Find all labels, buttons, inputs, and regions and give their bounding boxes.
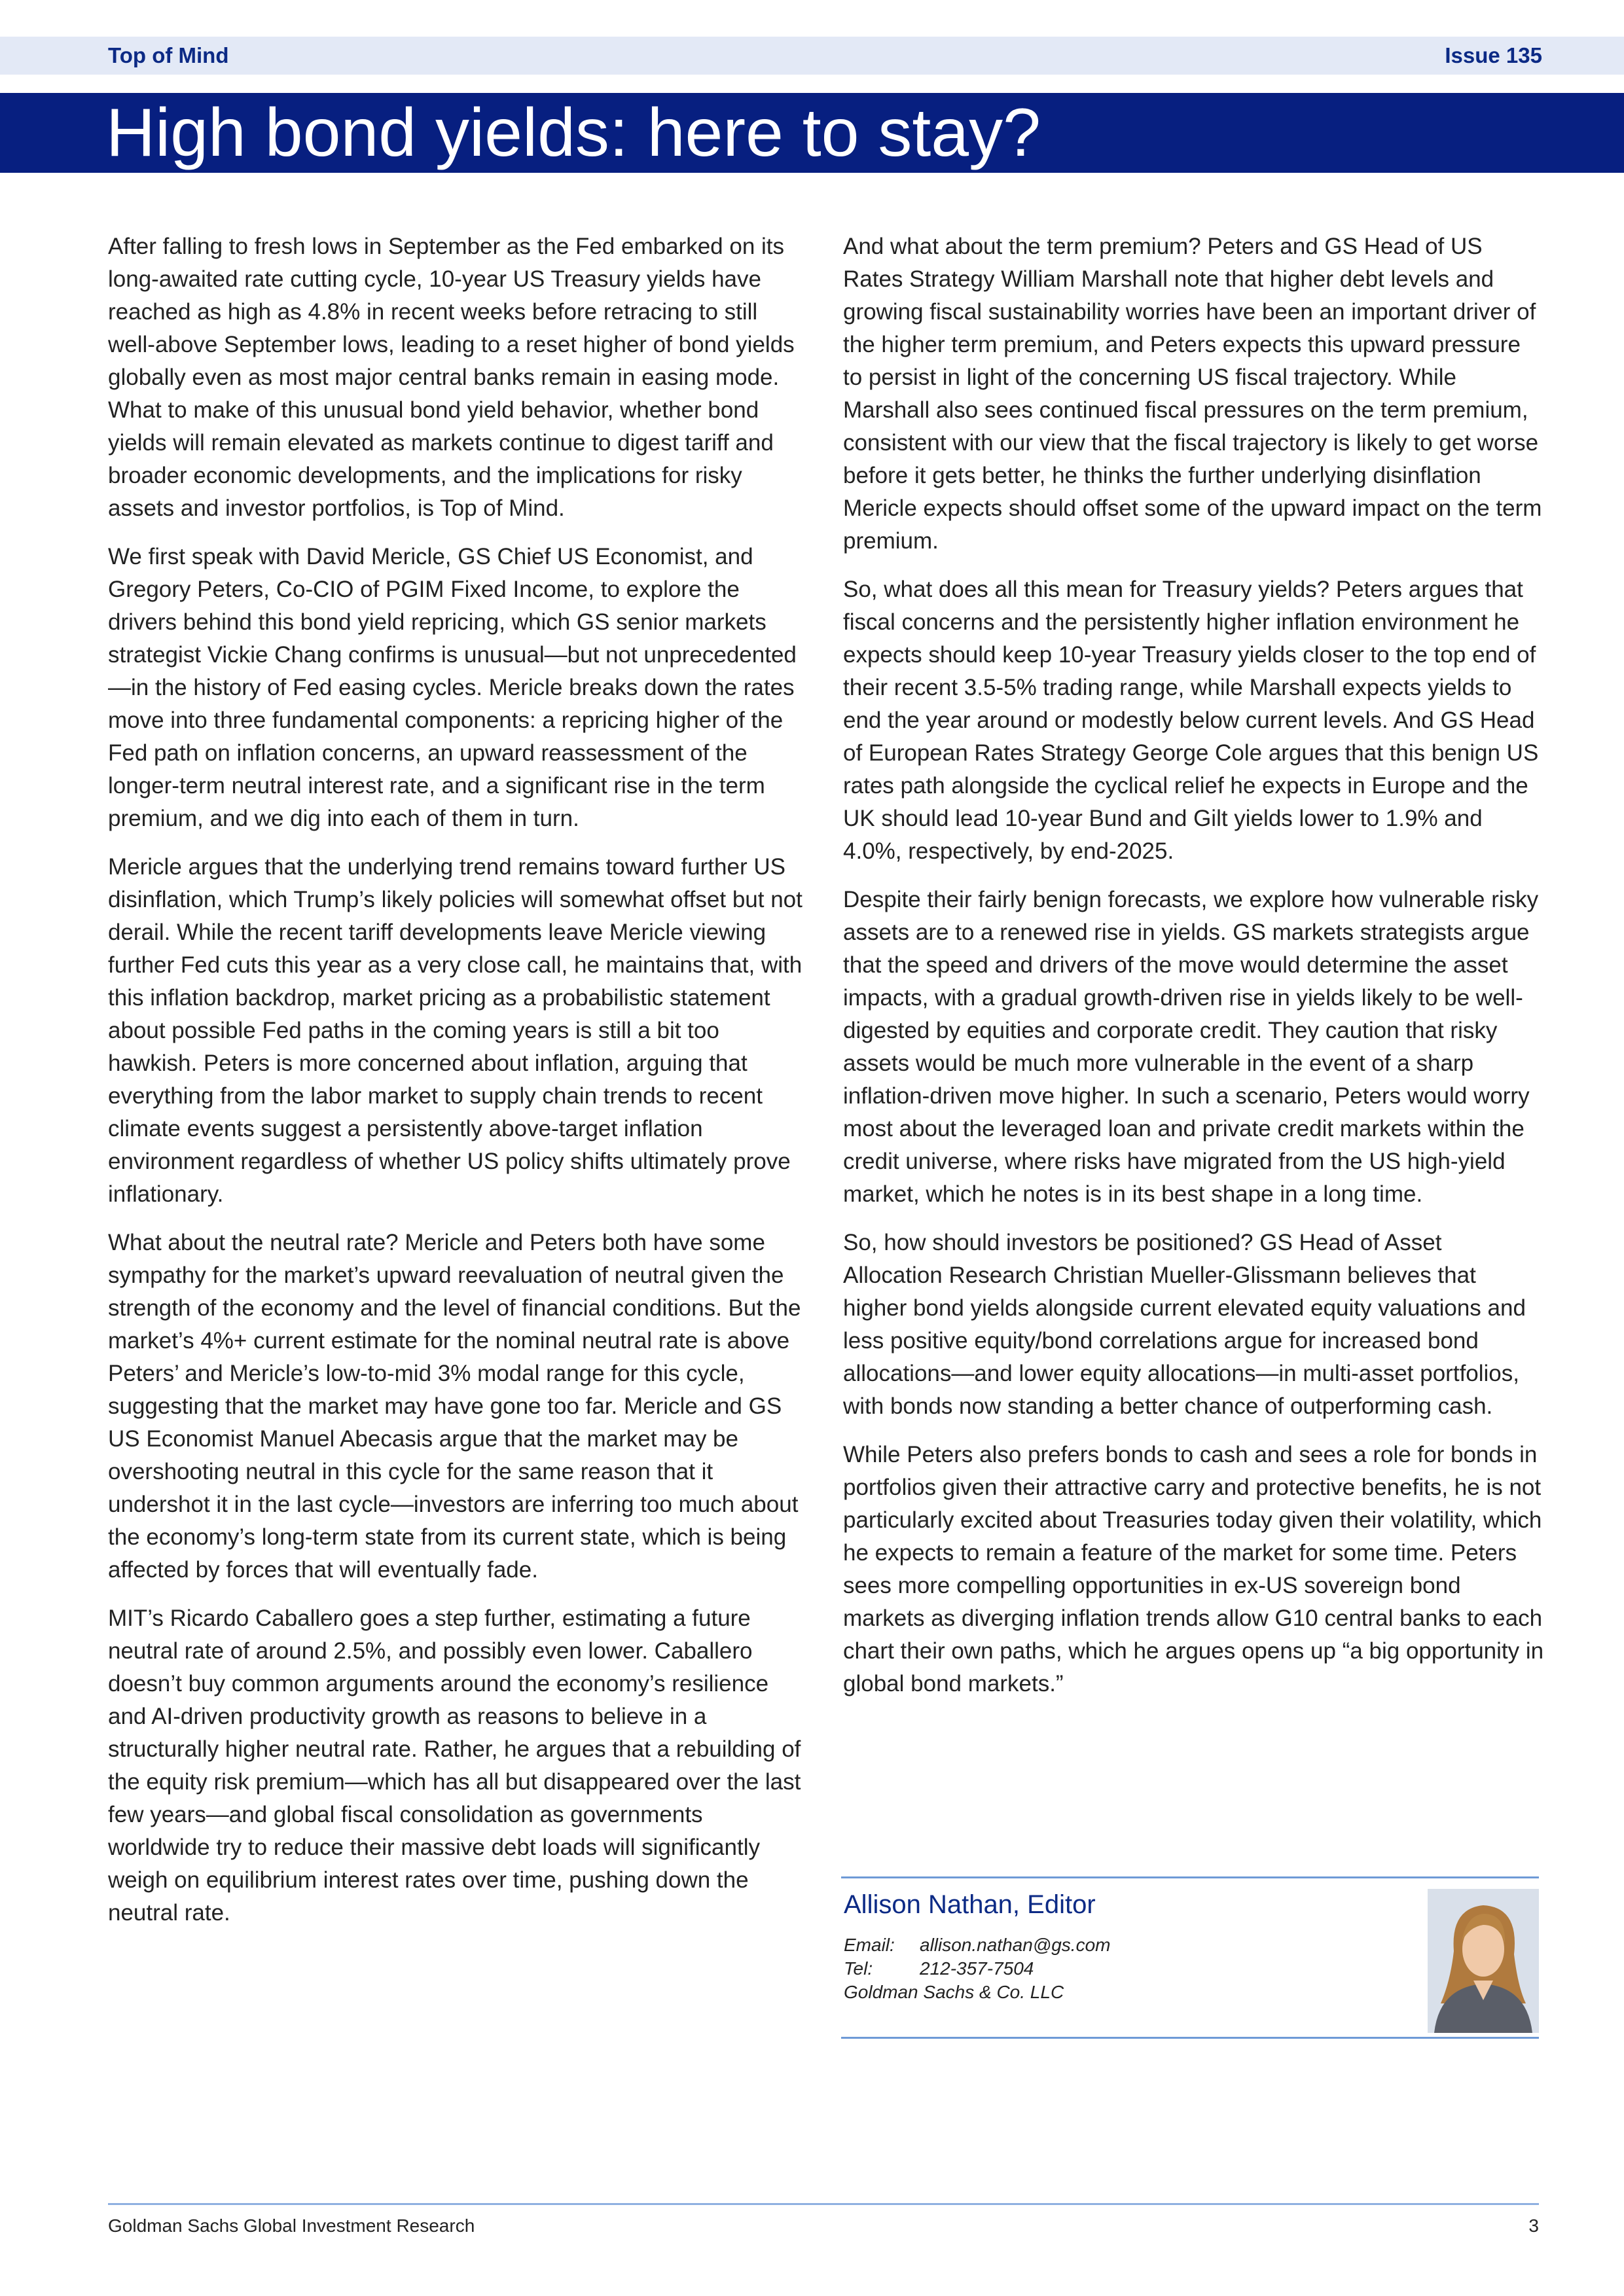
footer-source: Goldman Sachs Global Investment Research <box>108 2215 475 2236</box>
paragraph: While Peters also prefers bonds to cash and sees a role for bonds in portfolios given their attractive carry and protective benefits, he is not particularly excited about Treasuries today given their volatility, which he expects to remain a feature of the market for some time. Peters sees more compelling opportunities in ex-US sovereign bond markets as diverging inflation trends allow G10 central banks to each chart their own paths, which he argues opens up “a big opportunity in global bond markets.” <box>843 1442 1544 1696</box>
page-title: High bond yields: here to stay? <box>106 95 1041 171</box>
paragraph: Mericle argues that the underlying trend remains toward further US disinflation, which Trump’s likely policies will somewhat offset but not derail. While the recent tariff developments leave Mericle viewing further Fed cuts this year as a very close call, he maintains that, with this inflation backdrop, market pricing as a probabilistic statement about possible Fed paths in the coming years is still a bit too hawkish. Peters is more concerned about inflation, arguing that everything from the labor market to supply chain trends to recent climate events suggest a persistently above-target inflation environment regardless of whether US policy shifts ultimately prove inflationary. <box>108 854 803 1207</box>
paragraph: After falling to fresh lows in September as the Fed embarked on its long-awaited rate cutting cycle, 10-year US Treasury yields have reached as high as 4.8% in recent weeks before retracing to still well-above September lows, leading to a reset higher of bond yields globally even as most major central banks remain in easing mode. What to make of this unusual bond yield behavior, whether bond yields will remain elevated as markets continue to digest tariff and broader economic developments, and the implications for risky assets and investor portfolios, is Top of Mind. <box>108 234 795 521</box>
issue-number: Issue 135 <box>1445 43 1542 67</box>
title-band <box>0 93 1624 173</box>
editor-photo <box>1428 1889 1539 2033</box>
paragraph: So, how should investors be positioned? GS Head of Asset Allocation Research Christian Mueller-Glissmann believes that higher bond yields alongside current elevated equity valuations and less positive equity/bond correlations argue for increased bond allocations—and lower equity allocations—in multi-asset portfolios, with bonds now standing a better chance of outperforming cash. <box>843 1230 1526 1419</box>
editor-company: Goldman Sachs & Co. LLC <box>844 1982 1064 2002</box>
tel-label: Tel: <box>844 1958 873 1979</box>
section-label: Top of Mind <box>108 43 229 67</box>
paragraph: We first speak with David Mericle, GS Chief US Economist, and Gregory Peters, Co-CIO of PGIM Fixed Income, to explore the drivers behind this bond yield repricing, which GS senior markets strategist Vickie Chang confirms is unusual—but not unprecedented—in the history of Fed easing cycles. Mericle breaks down the rates move into three fundamental components: a repricing higher of the Fed path on inflation concerns, an upward reassessment of the longer-term neutral interest rate, and a significant rise in the term premium, and we dig into each of them in turn. <box>108 544 797 831</box>
paragraph: And what about the term premium? Peters and GS Head of US Rates Strategy William Marshall note that higher debt levels and growing fiscal sustainability worries have been an important driver of the higher term premium, and Peters expects this upward pressure to persist in light of the concerning US fiscal trajectory. While Marshall also sees continued fiscal pressures on the term premium, consistent with our view that the fiscal trajectory is likely to get worse before it gets better, he thinks the further underlying disinflation Mericle expects should offset some of the upward impact on the term premium. <box>843 234 1542 554</box>
editor-box <box>841 1876 1539 2039</box>
editor-name: Allison Nathan, Editor <box>844 1890 1096 1919</box>
paragraph: So, what does all this mean for Treasury yields? Peters argues that fiscal concerns and the persistently higher inflation environment he expects should keep 10-year Treasury yields closer to the top end of their recent 3.5-5% trading range, while Marshall expects yields to end the year around or modestly below current levels. And GS Head of European Rates Strategy George Cole argues that this benign US rates path alongside the cyclical relief he expects in Europe and the UK should lead 10-year Bund and Gilt yields lower to 1.9% and 4.0%, respectively, by end-2025. <box>843 577 1539 864</box>
paragraph: Despite their fairly benign forecasts, we explore how vulnerable risky assets are to a renewed rise in yields. GS markets strategists argue that the speed and drivers of the move would determine the asset impacts, with a gradual growth-driven rise in yields likely to be well-digested by equities and corporate credit. They caution that risky assets would be much more vulnerable in the event of a sharp inflation-driven move higher. In such a scenario, Peters would worry most about the leveraged loan and private credit markets within the credit universe, where risks have migrated from the US high-yield market, which he notes is in its best shape in a long time. <box>843 887 1539 1207</box>
paragraph: What about the neutral rate? Mericle and Peters both have some sympathy for the market’s upward reevaluation of neutral given the strength of the economy and the level of financial conditions. But the market’s 4%+ current estimate for the nominal neutral rate is above Peters’ and Mericle’s low-to-mid 3% modal range for this cycle, suggesting that the market may have gone too far. Mericle and GS US Economist Manuel Abecasis argue that the market may be overshooting neutral in this cycle for the same reason that it undershot it in the last cycle—investors are inferring too much about the economy’s long-term state from its current state, which is being affected by forces that will eventually fade. <box>108 1230 801 1583</box>
portrait-image <box>1428 1889 1539 2033</box>
editor-contact <box>844 1933 1110 2004</box>
editor-email-link[interactable]: allison.nathan@gs.com <box>920 1935 1111 1955</box>
paragraph: MIT’s Ricardo Caballero goes a step further, estimating a future neutral rate of around 2.5%, and possibly even lower. Caballero doesn’t buy common arguments around the economy’s resilience and AI-driven productivity growth as reasons to believe in a structurally higher neutral rate. Rather, he argues that a rebuilding of the equity risk premium—which has all but disappeared over the last few years—and global fiscal consolidation as governments worldwide try to reduce their massive debt loads will significantly weigh on equilibrium interest rates over time, pushing down the neutral rate. <box>108 1605 801 1926</box>
editor-phone: 212-357-7504 <box>920 1958 1034 1979</box>
page-number: 3 <box>1528 2215 1539 2236</box>
right-column <box>843 230 1545 1716</box>
left-column <box>108 230 810 1945</box>
footer-divider <box>108 2203 1539 2205</box>
header-band <box>0 37 1624 75</box>
email-label: Email: <box>844 1935 895 1955</box>
